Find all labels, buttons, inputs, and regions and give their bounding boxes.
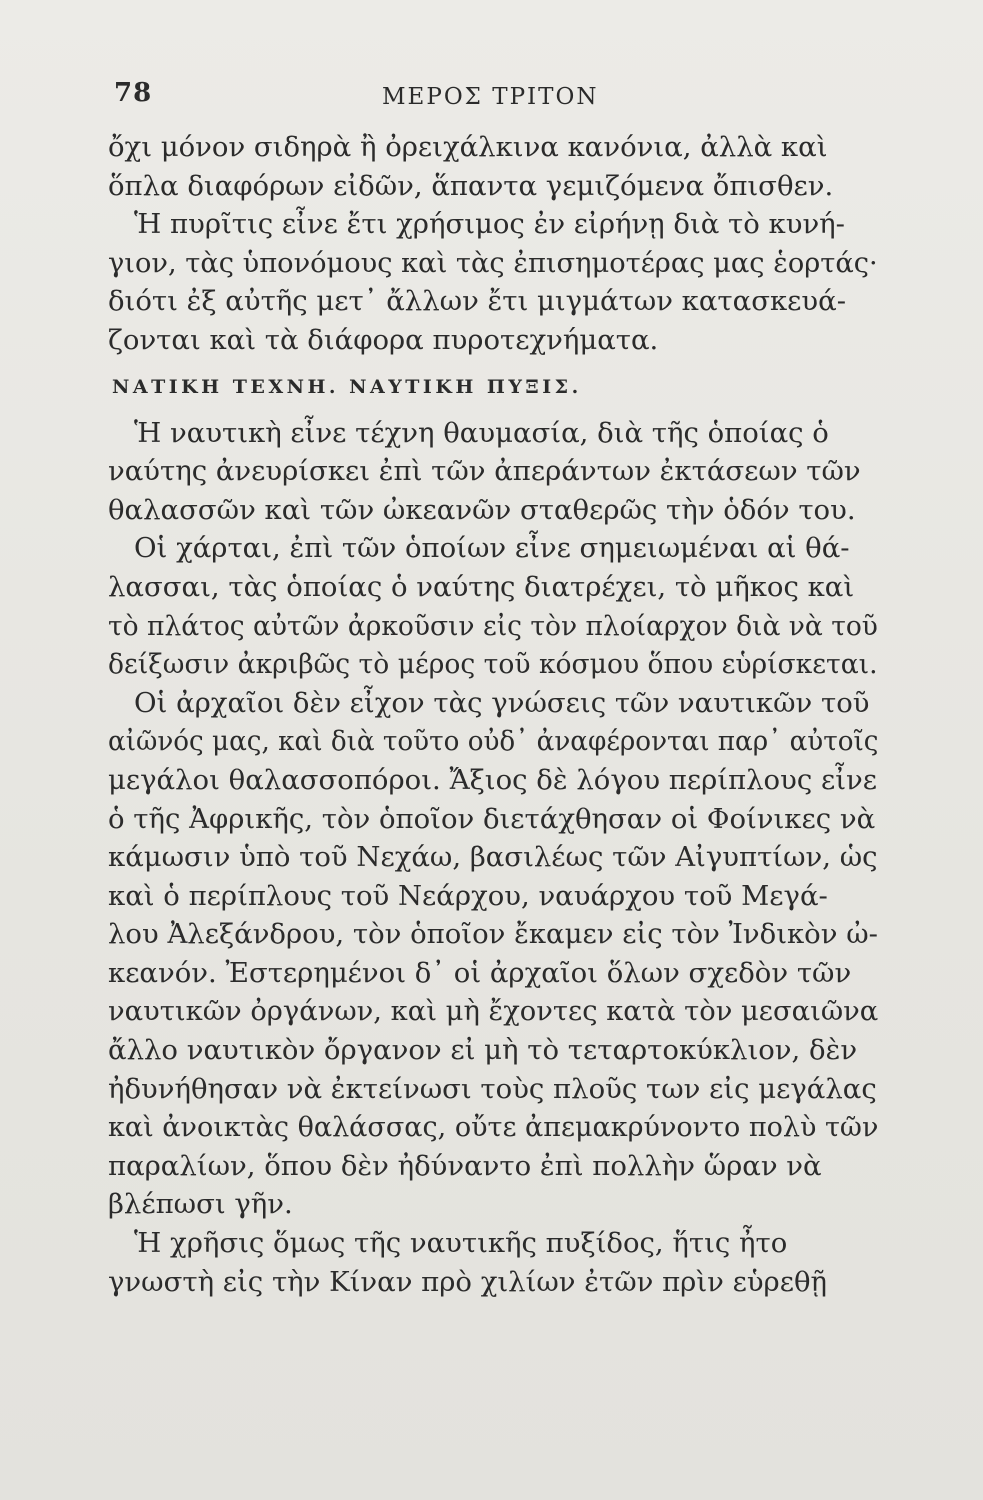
body-text xyxy=(108,128,878,1301)
text-line: ζονται καὶ τὰ διάφορα πυροτεχνήματα. xyxy=(108,323,659,356)
text-line: ὄχι μόνον σιδηρὰ ἢ ὀρειχάλκινα κανόνια, ἀλλὰ καὶ xyxy=(108,131,828,163)
text-line: βλέπωσι γῆν. xyxy=(108,1188,293,1221)
text-line: τὸ πλάτος αὐτῶν ἀρκοῦσιν εἰς τὸν πλοίαρχον διὰ νὰ τοῦ xyxy=(108,609,878,642)
text-line: παραλίων, ὅπου δὲν ἠδύναντο ἐπὶ πολλὴν ὥραν νὰ xyxy=(108,1149,822,1182)
text-line: καὶ ὁ περίπλους τοῦ Νεάρχου, ναυάρχου τοῦ Μεγά- xyxy=(108,879,828,912)
page-header xyxy=(108,78,883,118)
page-number: 78 xyxy=(114,78,153,108)
section-heading: ΝΑΤΙΚΗ ΤΕΧΝΗ. ΝΑΥΤΙΚΗ ΠΥΞΙΣ. xyxy=(112,375,582,398)
text-line: διότι ἐξ αὐτῆς μετ᾽ ἄλλων ἔτι μιγμάτων κατασκευά- xyxy=(108,285,846,318)
paragraph-start-line: Ἡ χρῆσις ὅμως τῆς ναυτικῆς πυξίδος, ἥτις ἦτο xyxy=(134,1227,788,1260)
text-line: κεανόν. Ἐστερημένοι δ᾽ οἱ ἀρχαῖοι ὅλων σχεδὸν τῶν xyxy=(108,956,852,989)
text-line: ἄλλο ναυτικὸν ὄργανον εἰ μὴ τὸ τεταρτοκύκλιον, δὲν xyxy=(108,1034,858,1067)
text-line: λασσαι, τὰς ὁποίας ὁ ναύτης διατρέχει, τὸ μῆκος καὶ xyxy=(108,570,855,603)
text-line: ναύτης ἀνευρίσκει ἐπὶ τῶν ἀπεράντων ἐκτάσεων τῶν xyxy=(108,455,861,488)
paragraph-start-line: Ἡ πυρῖτις εἶνε ἔτι χρήσιμος ἐν εἰρήνῃ διὰ τὸ κυνή- xyxy=(134,208,845,241)
text-line: κάμωσιν ὑπὸ τοῦ Νεχάω, βασιλέως τῶν Αἰγυπτίων, ὡς xyxy=(108,841,878,874)
text-line: αἰῶνός μας, καὶ διὰ τοῦτο οὐδ᾽ ἀναφέρονται παρ᾽ αὐτοῖς xyxy=(108,725,879,758)
text-line: γνωστὴ εἰς τὴν Κίναν πρὸ χιλίων ἐτῶν πρὶν εὑρεθῇ xyxy=(108,1265,828,1298)
text-line: ἠδυνήθησαν νὰ ἐκτείνωσι τοὺς πλοῦς των εἰς μεγάλας xyxy=(108,1072,877,1105)
text-line: μεγάλοι θαλασσοπόροι. Ἄξιος δὲ λόγου περίπλους εἶνε xyxy=(108,763,877,796)
text-line: δείξωσιν ἀκριβῶς τὸ μέρος τοῦ κόσμου ὅπου εὑρίσκεται. xyxy=(108,648,878,681)
text-line: ὁ τῆς Ἀφρικῆς, τὸν ὁποῖον διετάχθησαν οἱ Φοίνικες νὰ xyxy=(108,802,876,835)
text-line: καὶ ἀνοικτὰς θαλάσσας, οὔτε ἀπεμακρύνοντο πολὺ τῶν xyxy=(108,1111,879,1144)
text-line: θαλασσῶν καὶ τῶν ὠκεανῶν σταθερῶς τὴν ὁδόν του. xyxy=(108,493,856,526)
text-line: ὅπλα διαφόρων εἰδῶν, ἅπαντα γεμιζόμενα ὄπισθεν. xyxy=(108,169,834,202)
text-line: λου Ἀλεξάνδρου, τὸν ὁποῖον ἔκαμεν εἰς τὸν Ἰνδικὸν ὠ- xyxy=(108,918,878,951)
paragraph-start-line: Οἱ χάρται, ἐπὶ τῶν ὁποίων εἶνε σημειωμέναι αἱ θά- xyxy=(134,532,850,565)
running-title: ΜΕΡΟΣ ΤΡΙΤΟΝ xyxy=(382,84,599,110)
paragraph-start-line: Οἱ ἀρχαῖοι δὲν εἶχον τὰς γνώσεις τῶν ναυτικῶν τοῦ xyxy=(134,686,870,719)
text-line: ναυτικῶν ὀργάνων, καὶ μὴ ἔχοντες κατὰ τὸν μεσαιῶνα xyxy=(108,995,879,1028)
text-line: γιον, τὰς ὑπονόμους καὶ τὰς ἐπισημοτέρας μας ἑορτάς· xyxy=(108,246,878,279)
paragraph-start-line: Ἡ ναυτικὴ εἶνε τέχνη θαυμασία, διὰ τῆς ὁποίας ὁ xyxy=(134,416,829,449)
